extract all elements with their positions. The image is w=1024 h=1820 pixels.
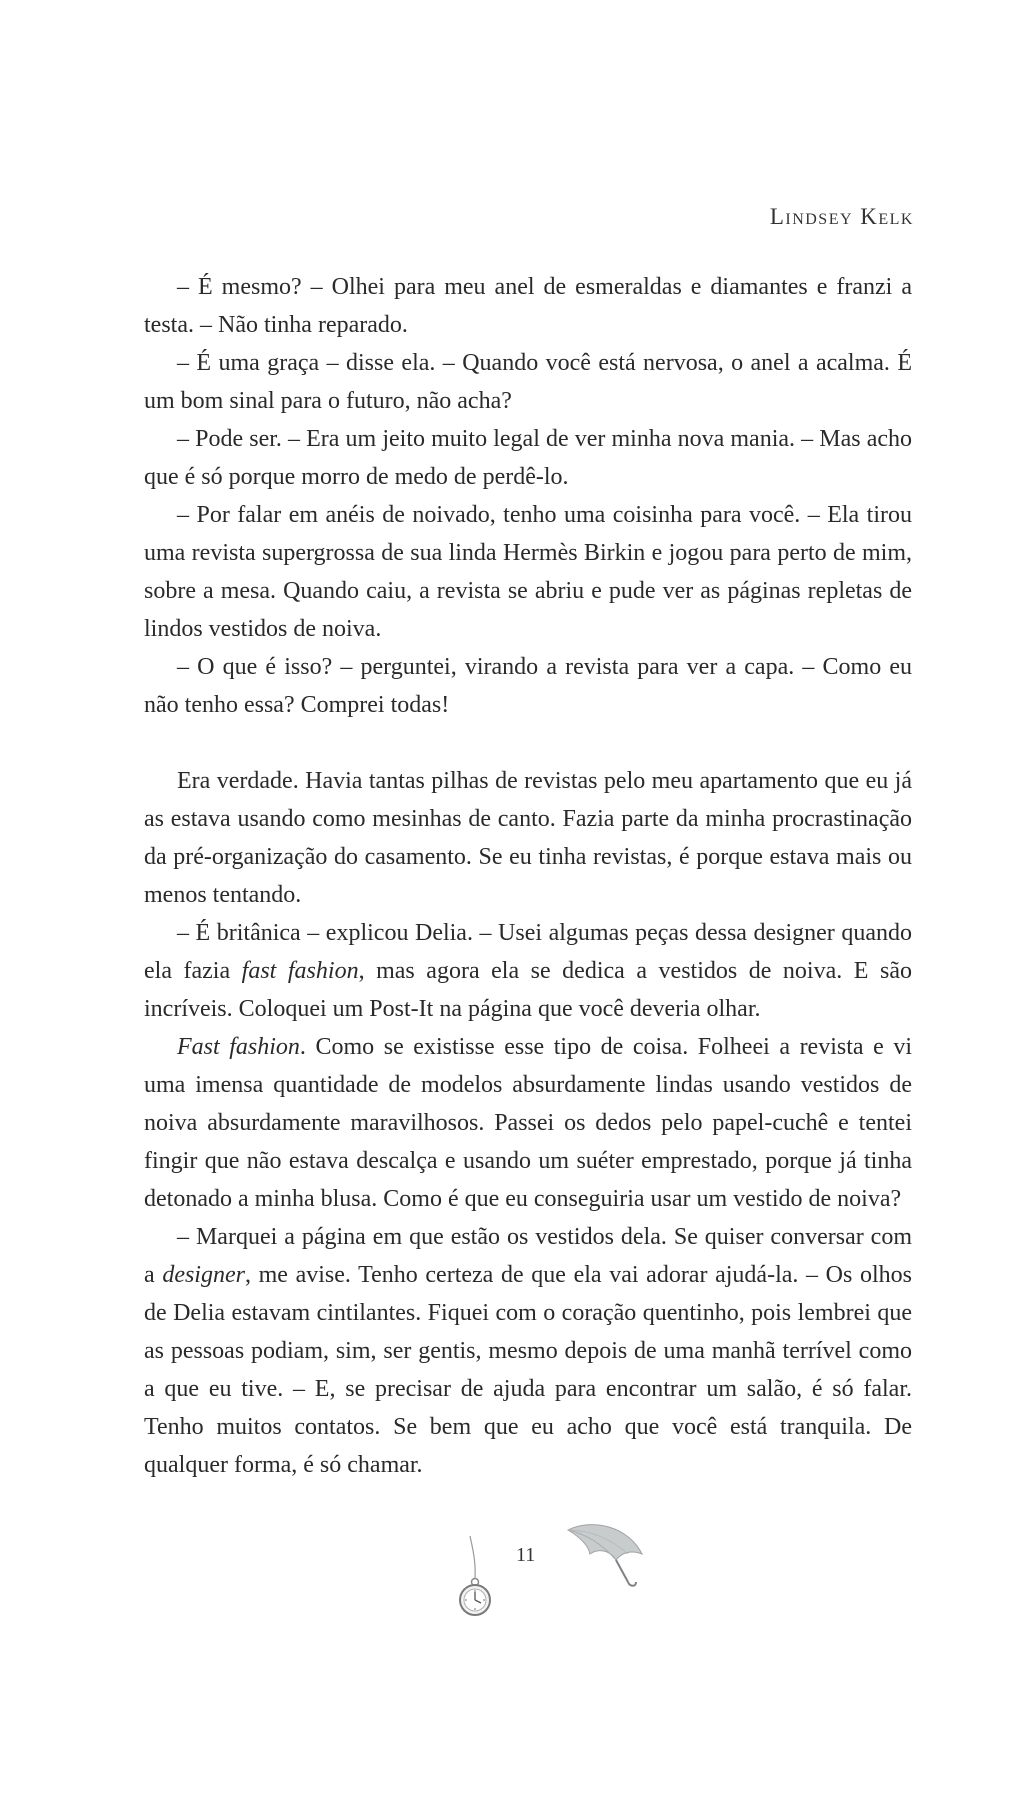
paragraph	[144, 1028, 912, 1218]
page-number: 11	[516, 1544, 536, 1566]
paragraph-text: – O que é isso? – perguntei, virando a revista para ver a capa. – Como eu não tenho essa? Comprei todas!	[144, 654, 912, 718]
paragraph	[144, 762, 912, 914]
body-text	[144, 268, 912, 1484]
paragraph	[144, 914, 912, 1028]
paragraph	[144, 268, 912, 344]
paragraph-text: . Como se existisse esse tipo de coisa. Folheei a revista e vi uma imensa quantidade de modelos absurdamente lindas usando vestidos de noiva absurdamente maravilhosos. Passei os dedos pelo papel-cuchê e tentei fingir que não estava descalça e usando um suéter emprestado, porque já tinha detonado a minha blusa. Como é que eu conseguiria usar um vestido de noiva?	[144, 1034, 913, 1212]
paragraph-text: – Marquei a página em que estão os vestidos dela. Se quiser conversar com a	[144, 1224, 912, 1288]
paragraph-text: , me avise. Tenho certeza de que ela vai adorar ajudá-la. – Os olhos de Delia estavam cintilantes. Fiquei com o coração quentinho, pois lembrei que as pessoas podiam, sim, ser gentis, mesmo depois de uma manhã terrível como a que eu tive. – E, se precisar de ajuda para encontrar um salão, é só falar. Tenho muitos contatos. Se bem que eu acho que você está tranquila. De qualquer forma, é só chamar.	[144, 1262, 913, 1478]
paragraph-text: – É britânica – explicou Delia. – Usei algumas peças dessa designer quando ela fazia	[144, 920, 912, 984]
italic-term: designer	[162, 1262, 245, 1288]
paragraph	[144, 344, 912, 420]
paragraph-text: – É mesmo? – Olhei para meu anel de esmeraldas e diamantes e franzi a testa. – Não tinha reparado.	[144, 274, 912, 338]
pocket-watch-icon	[452, 1534, 498, 1618]
paragraph-text: , mas agora ela se dedica a vestidos de noiva. E são incríveis. Coloquei um Post-It na página que você deveria olhar.	[144, 958, 912, 1022]
running-head-author: Lindsey Kelk	[769, 204, 914, 229]
italic-term: fast fashion	[241, 958, 359, 984]
paragraph	[144, 420, 912, 496]
paragraph	[144, 648, 912, 724]
paragraph	[144, 496, 912, 648]
paragraph-text: – Pode ser. – Era um jeito muito legal de ver minha nova mania. – Mas acho que é só porque morro de medo de perdê-lo.	[144, 426, 912, 490]
paragraph	[144, 1218, 912, 1484]
paragraph-text: – É uma graça – disse ela. – Quando você está nervosa, o anel a acalma. É um bom sinal para o futuro, não acha?	[144, 350, 912, 414]
paragraph-text: – Por falar em anéis de noivado, tenho uma coisinha para você. – Ela tirou uma revista supergrossa de sua linda Hermès Birkin e jogou para perto de mim, sobre a mesa. Quando caiu, a revista se abriu e pude ver as páginas repletas de lindos vestidos de noiva.	[144, 502, 912, 642]
paragraph-text: Era verdade. Havia tantas pilhas de revistas pelo meu apartamento que eu já as estava usando como mesinhas de canto. Fazia parte da minha procrastinação da pré-organização do casamento. Se eu tinha revistas, é porque estava mais ou menos tentando.	[144, 768, 912, 908]
italic-term: Fast fashion	[177, 1034, 300, 1060]
umbrella-icon	[562, 1520, 650, 1590]
